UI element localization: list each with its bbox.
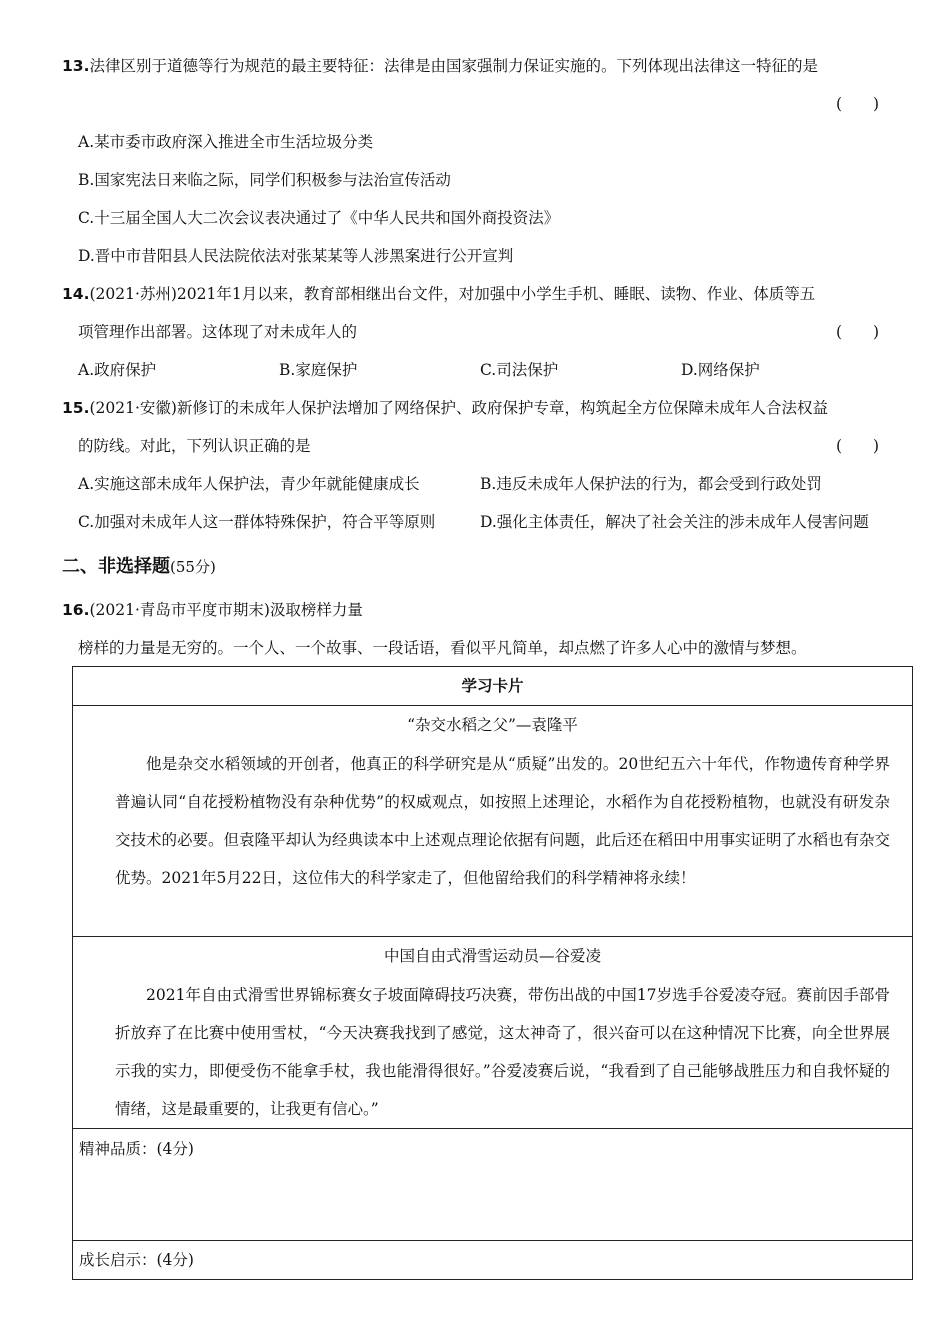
answer-paren: ( ) [836,95,880,113]
card-row-person1 [73,706,912,937]
option-b[interactable]: B.国家宪法日来临之际，同学们积极参与法治宣传活动 [78,171,451,189]
question-text: (2021·安徽)新修订的未成年人保护法增加了网络保护、政府保护专章，构筑起全方位保障未成年人合法权益 [89,399,828,417]
option-c[interactable]: C.十三届全国人大二次会议表决通过了《中华人民共和国外商投资法》 [78,209,560,227]
person1-text: 他是杂交水稻领域的开创者，他真正的科学研究是从“质疑”出发的。20世纪五六十年代，作物遗传育种学界普遍认同“自花授粉植物没有杂种优势”的权威观点，如按照上述理论，水稻作为自花授粉植物，也就没有研发杂交技术的必要。但袁隆平却认为经典读本中上述观点理论依据有问题，此后还在稻田中用事实证明了水稻也有杂交优势。2021年5月22日，这位伟大的科学家走了，但他留给我们的科学精神将永续！ [115,755,891,887]
option-a[interactable]: A.政府保护 [78,361,157,379]
study-card [72,666,913,1280]
question-number: 14. [62,285,90,303]
section-title: 二、非选择题 [62,556,170,577]
question-text-line2: 的防线。对此，下列认识正确的是 [78,437,311,455]
option-b[interactable]: B.家庭保护 [279,361,358,379]
card-header-row [73,667,912,706]
answer2-label: 成长启示：(4分) [79,1251,194,1269]
section-heading [62,556,216,578]
question-number: 15. [62,399,90,417]
section-points: (55分) [170,558,216,576]
option-d[interactable]: D.强化主体责任，解决了社会关注的涉未成年人侵害问题 [480,513,869,531]
option-c[interactable]: C.司法保护 [480,361,559,379]
question-number: 13. [62,57,90,75]
person1-title: “杂交水稻之父”—袁隆平 [407,716,578,734]
card-header: 学习卡片 [461,677,524,695]
option-b[interactable]: B.违反未成年人保护法的行为，都会受到行政处罚 [480,475,822,493]
question-text: (2021·苏州)2021年1月以来，教育部相继出台文件，对加强中小学生手机、睡眠、读物、作业、体质等五 [89,285,816,303]
question-text: 法律区别于道德等行为规范的最主要特征：法律是由国家强制力保证实施的。下列体现出法律这一特征的是 [89,57,818,75]
answer-paren: ( ) [836,323,880,341]
option-d[interactable]: D.网络保护 [681,361,760,379]
question-13-stem [62,56,818,76]
question-text: (2021·青岛市平度市期末)汲取榜样力量 [89,601,363,619]
card-row-answer2[interactable] [73,1241,912,1278]
question-14-stem [62,284,815,304]
question-15-stem [62,398,828,418]
person2-title: 中国自由式滑雪运动员—谷爱凌 [383,947,601,965]
question-16-stem [62,600,363,620]
option-d[interactable]: D.晋中市昔阳县人民法院依法对张某某等人涉黑案进行公开宣判 [78,247,514,265]
card-row-person2 [73,937,912,1129]
answer1-label: 精神品质：(4分) [79,1140,194,1158]
option-a[interactable]: A.实施这部未成年人保护法，青少年就能健康成长 [78,475,420,493]
person2-text: 2021年自由式滑雪世界锦标赛女子坡面障碍技巧决赛，带伤出战的中国17岁选手谷爱凌夺冠。赛前因手部骨折放弃了在比赛中使用雪杖，“今天决赛我找到了感觉，这太神奇了，很兴奋可以在这种情况下比赛，向全世界展示我的实力，即便受伤不能拿手杖，我也能滑得很好。”谷爱凌赛后说，“我看到了自己能够战胜压力和自我怀疑的情绪，这是最重要的，让我更有信心。” [115,986,890,1118]
question-text-line2: 项管理作出部署。这体现了对未成年人的 [78,323,358,341]
card-row-answer1[interactable] [73,1129,912,1241]
option-c[interactable]: C.加强对未成年人这一群体特殊保护，符合平等原则 [78,513,436,531]
question-intro: 榜样的力量是无穷的。一个人、一个故事、一段话语，看似平凡简单，却点燃了许多人心中的激情与梦想。 [78,639,807,657]
question-number: 16. [62,601,90,619]
answer-paren: ( ) [836,437,880,455]
option-a[interactable]: A.某市委市政府深入推进全市生活垃圾分类 [78,133,374,151]
